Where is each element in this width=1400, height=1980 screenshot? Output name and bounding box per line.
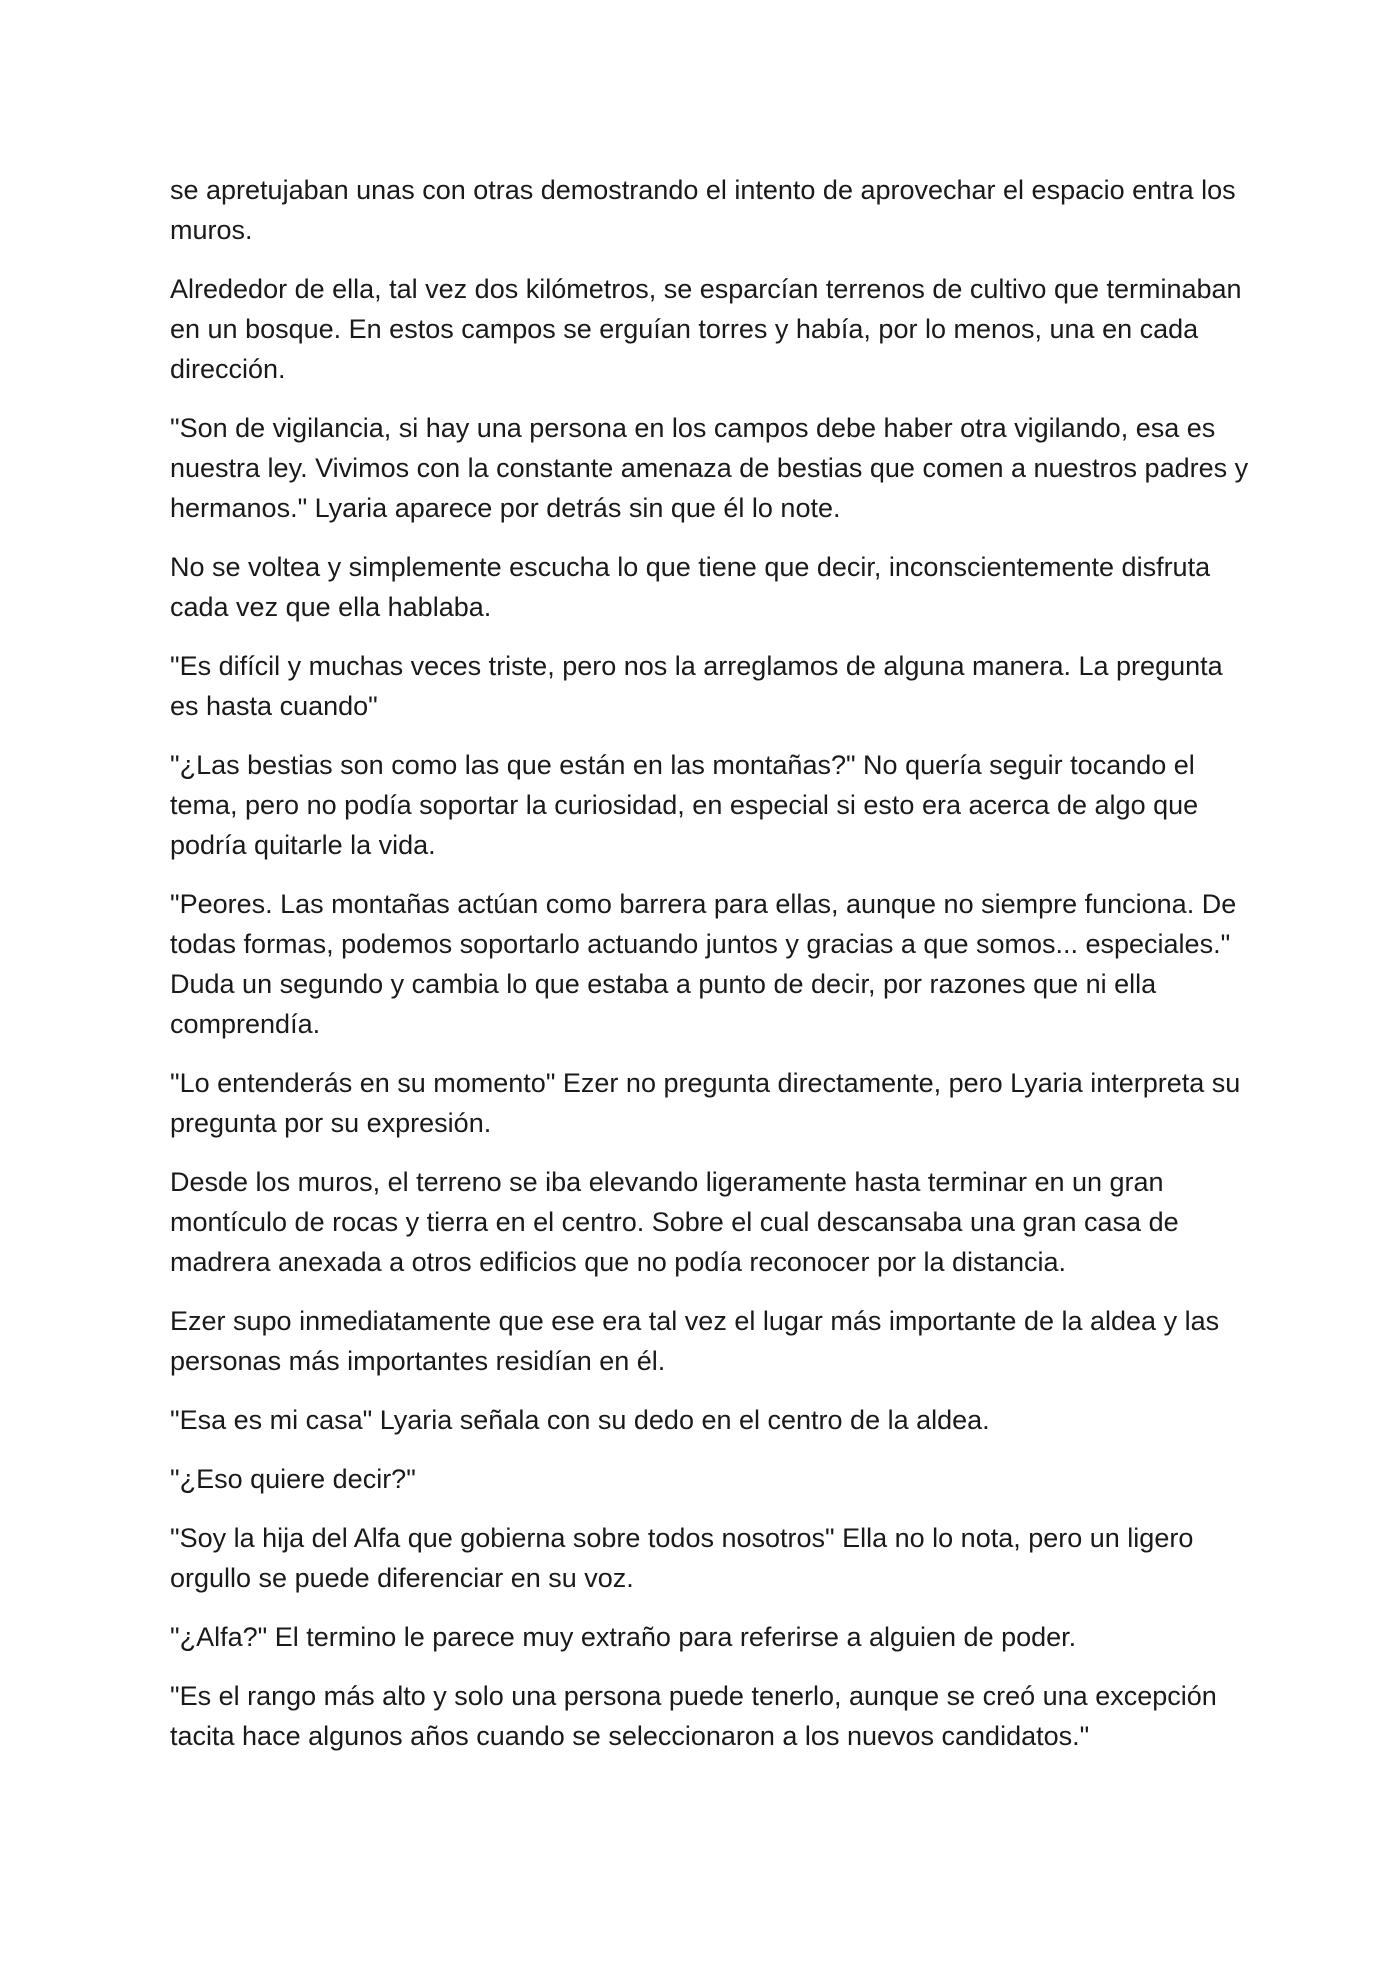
paragraph-4: No se voltea y simplemente escucha lo que tiene que decir, inconscientemente disfruta cada vez que ella hablaba.	[170, 552, 1211, 622]
paragraph-6: "¿Las bestias son como las que están en las montañas?" No quería seguir tocando el tema, pero no podía soportar la curiosidad, en especial si esto era acerca de algo que podría quitarle la vida.	[170, 750, 1199, 860]
paragraph-9: Desde los muros, el terreno se iba elevando ligeramente hasta terminar en un gran montículo de rocas y tierra en el centro. Sobre el cual descansaba una gran casa de madrera anexada a otros edificios que no podía reconocer por la distancia.	[170, 1167, 1179, 1277]
paragraph-13: "Soy la hija del Alfa que gobierna sobre todos nosotros" Ella no lo nota, pero un ligero orgullo se puede diferenciar en su voz.	[170, 1523, 1194, 1593]
paragraph-12: "¿Eso quiere decir?"	[170, 1464, 416, 1494]
paragraph-8: "Lo entenderás en su momento" Ezer no pregunta directamente, pero Lyaria interpreta su pregunta por su expresión.	[170, 1068, 1241, 1138]
paragraph-11: "Esa es mi casa" Lyaria señala con su dedo en el centro de la aldea.	[170, 1405, 990, 1435]
paragraph-14: "¿Alfa?" El termino le parece muy extraño para referirse a alguien de poder.	[170, 1622, 1077, 1652]
document-body	[170, 170, 1250, 1775]
paragraph-7: "Peores. Las montañas actúan como barrera para ellas, aunque no siempre funciona. De todas formas, podemos soportarlo actuando juntos y gracias a que somos... especiales." Duda un segundo y cambia lo que estaba a punto de decir, por razones que ni ella comprendía.	[170, 889, 1237, 1039]
paragraph-15: "Es el rango más alto y solo una persona puede tenerlo, aunque se creó una excepción tacita hace algunos años cuando se seleccionaron a los nuevos candidatos."	[170, 1681, 1217, 1751]
paragraph-1: se apretujaban unas con otras demostrando el intento de aprovechar el espacio entra los muros.	[170, 175, 1236, 245]
paragraph-5: "Es difícil y muchas veces triste, pero nos la arreglamos de alguna manera. La pregunta es hasta cuando"	[170, 651, 1223, 721]
paragraph-3: "Son de vigilancia, si hay una persona en los campos debe haber otra vigilando, esa es nuestra ley. Vivimos con la constante amenaza de bestias que comen a nuestros padres y hermanos." Lyaria aparece por detrás sin que él lo note.	[170, 413, 1249, 523]
paragraph-2: Alrededor de ella, tal vez dos kilómetros, se esparcían terrenos de cultivo que terminaban en un bosque. En estos campos se erguían torres y había, por lo menos, una en cada dirección.	[170, 274, 1242, 384]
paragraph-10: Ezer supo inmediatamente que ese era tal vez el lugar más importante de la aldea y las personas más importantes residían en él.	[170, 1306, 1220, 1376]
